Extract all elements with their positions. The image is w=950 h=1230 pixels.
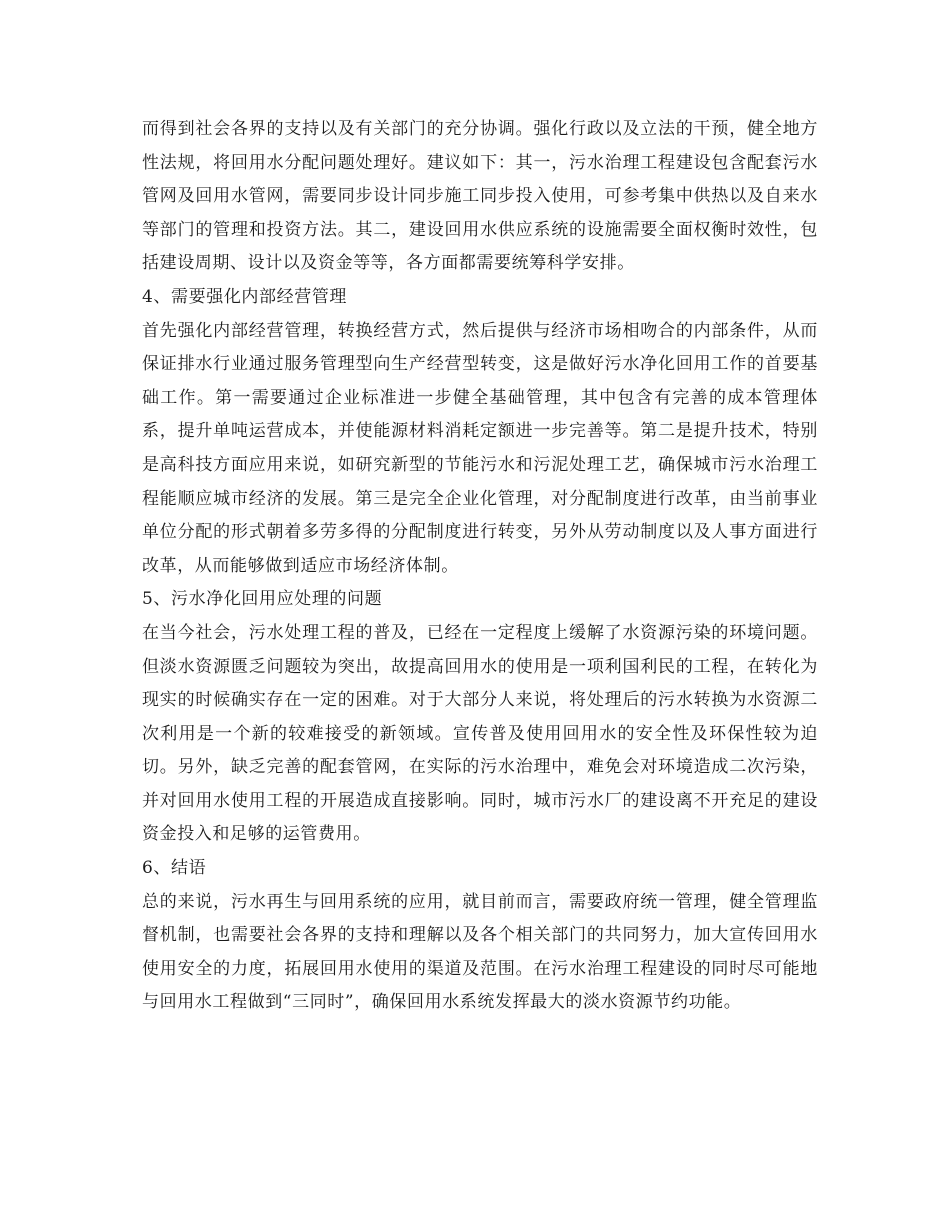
section-heading-6: 6、结语 [142,858,207,879]
document-page [142,113,818,1020]
paragraph-policy-recommendations: 而得到社会各界的支持以及有关部门的充分协调。强化行政以及立法的干预，健全地方性法规，将回用水分配问题处理好。建议如下：其一，污水治理工程建设包含配套污水管网及回用水管网，需要同步设计同步施工同步投入使用，可参考集中供热以及自来水等部门的管理和投资方法。其二，建设回用水供应系统的设施需要全面权衡时效性，包括建设周期、设计以及资金等等，各方面都需要统筹科学安排。 [142,119,818,274]
paragraph-conclusion: 总的来说，污水再生与回用系统的应用，就目前而言，需要政府统一管理，健全管理监督机制，也需要社会各界的支持和理解以及各个相关部门的共同努力，加大宣传回用水使用安全的力度，拓展回用水使用的渠道及范围。在污水治理工程建设的同时尽可能地与回用水工程做到“三同时”，确保回用水系统发挥最大的淡水资源节约功能。 [142,891,818,1013]
section-heading-5: 5、污水净化回用应处理的问题 [142,589,383,610]
paragraph-internal-management: 首先强化内部经营管理，转换经营方式，然后提供与经济市场相吻合的内部条件，从而保证排水行业通过服务管理型向生产经营型转变，这是做好污水净化回用工作的首要基础工作。第一需要通过企业标准进一步健全基础管理，其中包含有完善的成本管理体系，提升单吨运营成本，并使能源材料消耗定额进一步完善等。第二是提升技术，特别是高科技方面应用来说，如研究新型的节能污水和污泥处理工艺，确保城市污水治理工程能顺应城市经济的发展。第三是完全企业化管理，对分配制度进行改革，由当前事业单位分配的形式朝着多劳多得的分配制度进行转变，另外从劳动制度以及人事方面进行改革，从而能够做到适应市场经济体制。 [142,320,818,576]
section-heading-4: 4、需要强化内部经营管理 [142,286,348,307]
paragraph-reuse-problems: 在当今社会，污水处理工程的普及，已经在一定程度上缓解了水资源污染的环境问题。但淡水资源匮乏问题较为突出，故提高回用水的使用是一项利国利民的工程，在转化为现实的时候确实存在一定的困难。对于大部分人来说，将处理后的污水转换为水资源二次利用是一个新的较难接受的新领域。宣传普及使用回用水的安全性及环保性较为迫切。另外，缺乏完善的配套管网，在实际的污水治理中，难免会对环境造成二次污染，并对回用水使用工程的开展造成直接影响。同时，城市污水厂的建设离不开充足的建设资金投入和足够的运管费用。 [142,622,818,845]
